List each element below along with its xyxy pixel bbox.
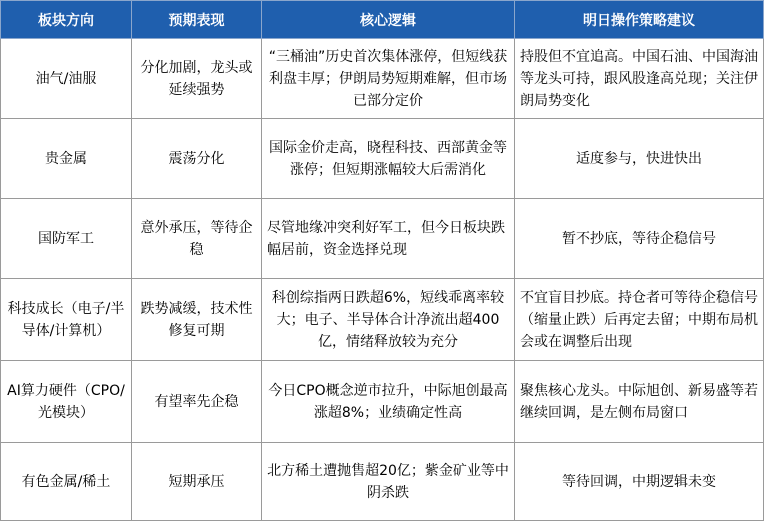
cell-expectation: 震荡分化 bbox=[132, 119, 262, 199]
cell-sector: 油气/油服 bbox=[1, 39, 132, 119]
cell-core-logic: 科创综指两日跌超6%，短线乖离率较大；电子、半导体合计净流出超400亿，情绪释放较为充分 bbox=[262, 279, 515, 361]
header-strategy: 明日操作策略建议 bbox=[515, 1, 764, 39]
table-row bbox=[1, 279, 764, 361]
table-row bbox=[1, 361, 764, 443]
header-core-logic: 核心逻辑 bbox=[262, 1, 515, 39]
cell-strategy: 聚焦核心龙头。中际旭创、新易盛等若继续回调，是左侧布局窗口 bbox=[515, 361, 764, 443]
cell-sector: AI算力硬件（CPO/光模块） bbox=[1, 361, 132, 443]
cell-strategy: 等待回调，中期逻辑未变 bbox=[515, 443, 764, 521]
table-row bbox=[1, 119, 764, 199]
cell-expectation: 有望率先企稳 bbox=[132, 361, 262, 443]
header-expectation: 预期表现 bbox=[132, 1, 262, 39]
cell-sector: 贵金属 bbox=[1, 119, 132, 199]
cell-strategy: 适度参与，快进快出 bbox=[515, 119, 764, 199]
cell-sector: 科技成长（电子/半导体/计算机） bbox=[1, 279, 132, 361]
cell-expectation: 短期承压 bbox=[132, 443, 262, 521]
cell-expectation: 分化加剧，龙头或延续强势 bbox=[132, 39, 262, 119]
cell-core-logic: 国际金价走高，晓程科技、西部黄金等涨停；但短期涨幅较大后需消化 bbox=[262, 119, 515, 199]
cell-expectation: 跌势减缓，技术性修复可期 bbox=[132, 279, 262, 361]
cell-core-logic: “三桶油”历史首次集体涨停，但短线获利盘丰厚；伊朗局势短期难解，但市场已部分定价 bbox=[262, 39, 515, 119]
table-row bbox=[1, 39, 764, 119]
table-row bbox=[1, 443, 764, 521]
header-sector: 板块方向 bbox=[1, 1, 132, 39]
table-header-row bbox=[1, 1, 764, 39]
table-row bbox=[1, 199, 764, 279]
cell-core-logic: 北方稀土遭抛售超20亿；紫金矿业等中阴杀跌 bbox=[262, 443, 515, 521]
cell-strategy: 持股但不宜追高。中国石油、中国海油等龙头可持，跟风股逢高兑现；关注伊朗局势变化 bbox=[515, 39, 764, 119]
cell-sector: 有色金属/稀土 bbox=[1, 443, 132, 521]
cell-strategy: 不宜盲目抄底。持仓者可等待企稳信号（缩量止跌）后再定去留；中期布局机会或在调整后出现 bbox=[515, 279, 764, 361]
cell-core-logic: 尽管地缘冲突利好军工，但今日板块跌幅居前，资金选择兑现 bbox=[262, 199, 515, 279]
cell-core-logic: 今日CPO概念逆市拉升，中际旭创最高涨超8%；业绩确定性高 bbox=[262, 361, 515, 443]
cell-strategy: 暂不抄底，等待企稳信号 bbox=[515, 199, 764, 279]
cell-sector: 国防军工 bbox=[1, 199, 132, 279]
cell-expectation: 意外承压，等待企稳 bbox=[132, 199, 262, 279]
